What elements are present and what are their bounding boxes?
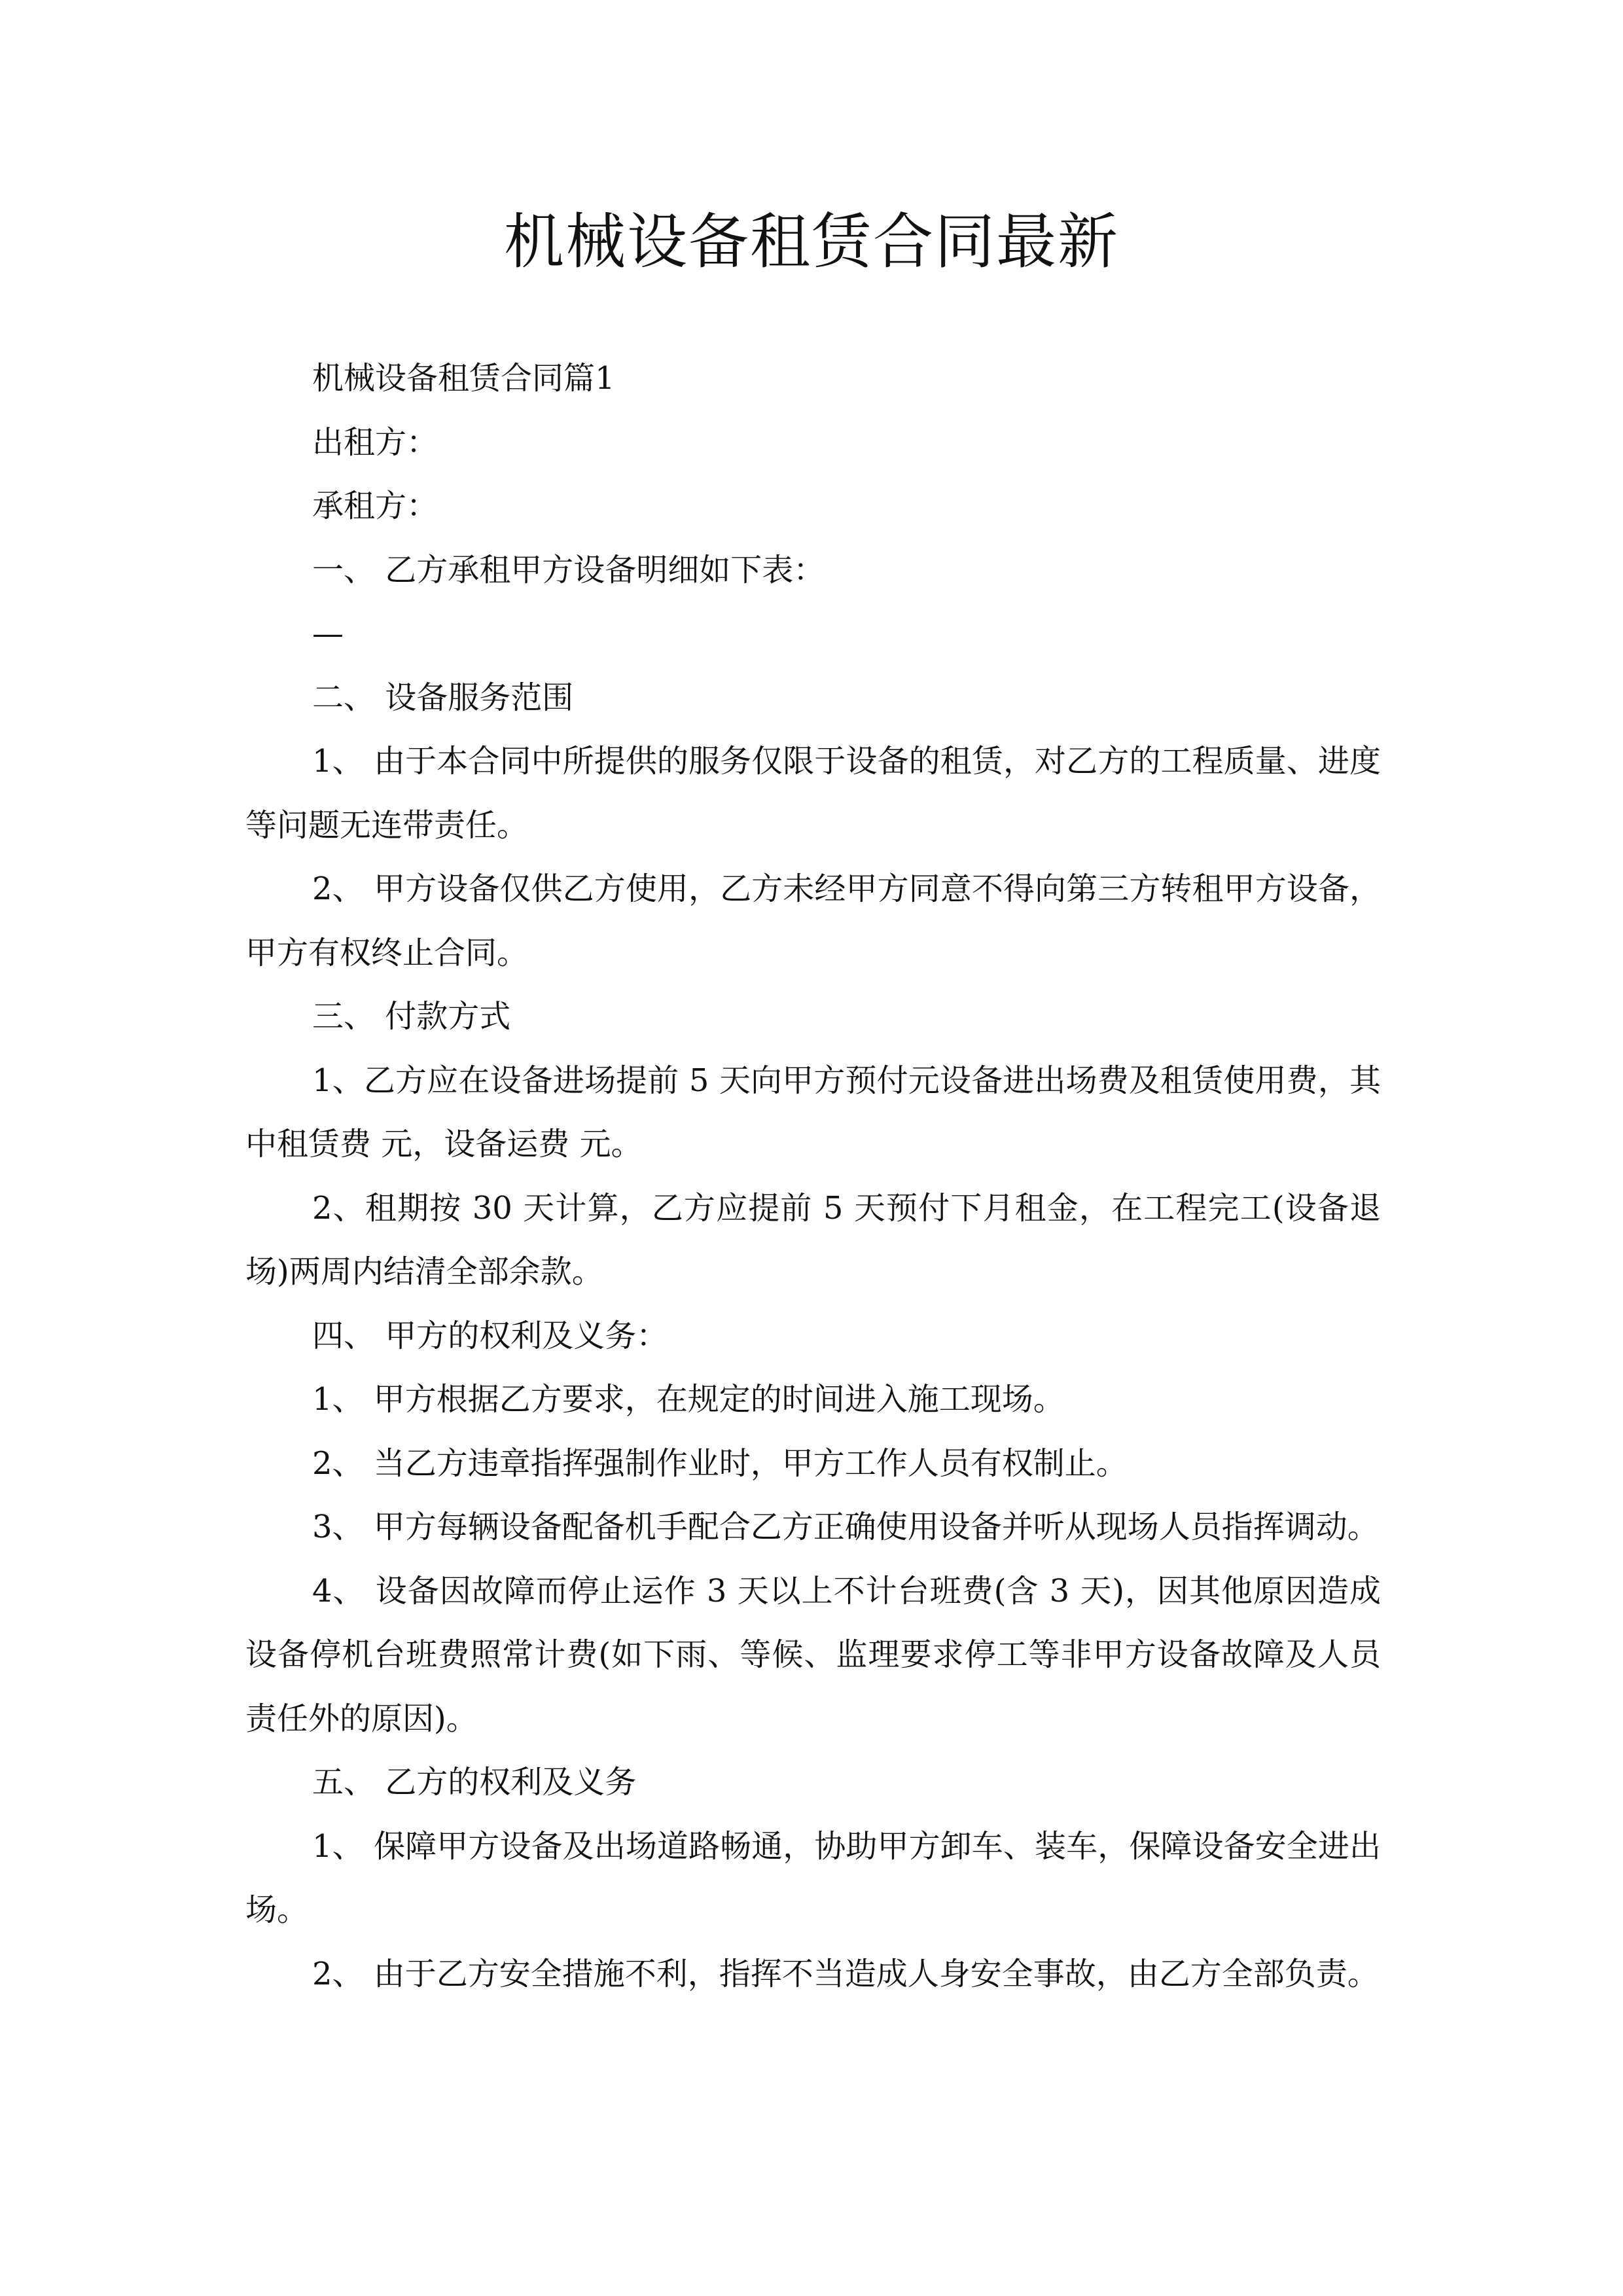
section-5-item-1: 1、 保障甲方设备及出场道路畅通，协助甲方卸车、装车，保障设备安全进出场。 — [245, 1827, 1381, 1928]
document-body — [245, 347, 1381, 2006]
section-3-item-2: 2、租期按 30 天计算，乙方应提前 5 天预付下月租金，在工程完工(设备退场)两周内结清全部余款。 — [245, 1189, 1381, 1290]
section-2-item-2: 2、 甲方设备仅供乙方使用，乙方未经甲方同意不得向第三方转租甲方设备，甲方有权终止合同。 — [245, 870, 1381, 971]
section-4-heading: 四、 甲方的权利及义务： — [312, 1317, 668, 1354]
document-title: 机械设备租赁合同最新 — [503, 207, 1119, 277]
section-3-item-1: 1、乙方应在设备进场提前 5 天向甲方预付元设备进出场费及租赁使用费，其中租赁费 元，设备运费 元。 — [245, 1062, 1381, 1162]
paragraph-heading: 机械设备租赁合同篇1 — [312, 360, 615, 397]
paragraph-lessor: 出租方： — [312, 423, 438, 461]
paragraph-lessee: 承租方： — [312, 488, 438, 524]
equipment-table-placeholder: — — [312, 615, 344, 652]
section-4-item-1: 1、 甲方根据乙方要求，在规定的时间进入施工现场。 — [312, 1381, 1065, 1418]
section-4-item-4: 4、 设备因故障而停止运作 3 天以上不计台班费(含 3 天)，因其他原因造成设备停机台班费照常计费(如下雨、等候、监理要求停工等非甲方设备故障及人员责任外的原因)。 — [245, 1572, 1381, 1737]
section-4-item-3: 3、 甲方每辆设备配备机手配合乙方正确使用设备并听从现场人员指挥调动。 — [312, 1509, 1379, 1545]
section-1-heading: 一、 乙方承租甲方设备明细如下表： — [312, 551, 825, 588]
section-4-item-2: 2、 当乙方违章指挥强制作业时，甲方工作人员有权制止。 — [312, 1444, 1128, 1482]
section-3-heading: 三、 付款方式 — [312, 998, 511, 1035]
section-2-heading: 二、 设备服务范围 — [312, 679, 574, 716]
section-5-item-2: 2、 由于乙方安全措施不利，指挥不当造成人身安全事故，由乙方全部负责。 — [312, 1955, 1379, 1992]
section-5-heading: 五、 乙方的权利及义务 — [312, 1764, 637, 1801]
section-2-item-1: 1、 由于本合同中所提供的服务仅限于设备的租赁，对乙方的工程质量、进度等问题无连带责任。 — [245, 743, 1381, 844]
